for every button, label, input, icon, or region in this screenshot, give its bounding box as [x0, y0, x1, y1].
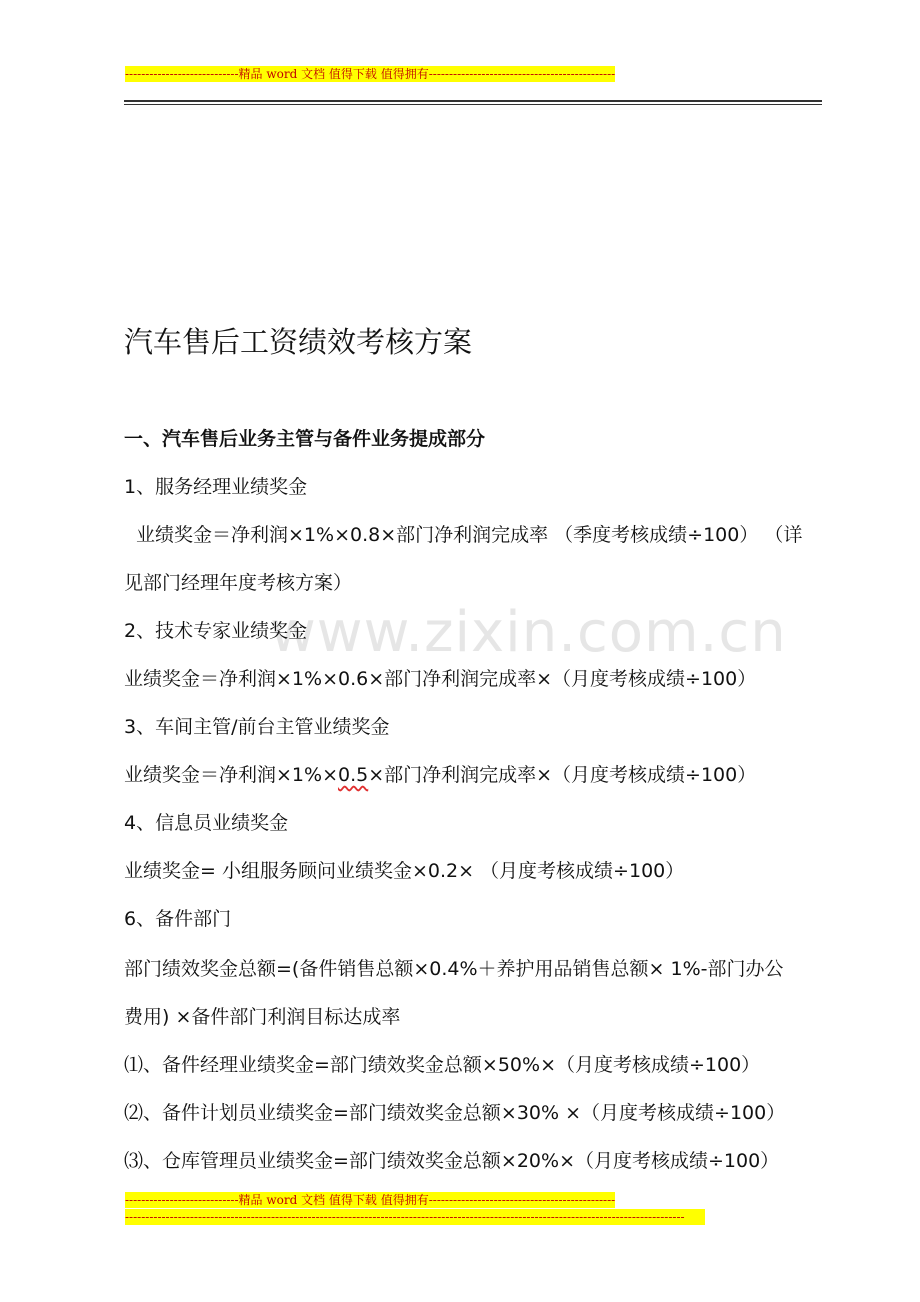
formula-6-line-2: 费用) ×备件部门利润目标达成率	[124, 1006, 401, 1028]
sub-item-2: ⑵、备件计划员业绩奖金=部门绩效奖金总额×30% ×（月度考核成绩÷100）	[124, 1102, 786, 1124]
header-rule	[124, 100, 822, 105]
formula-4: 业绩奖金= 小组服务顾问业绩奖金×0.2× （月度考核成绩÷100）	[124, 860, 685, 882]
sub-item-1: ⑴、备件经理业绩奖金=部门绩效奖金总额×50%×（月度考核成绩÷100）	[124, 1054, 761, 1076]
item-heading-3: 3、车间主管/前台主管业绩奖金	[124, 716, 390, 738]
formula-1-line-2: 见部门经理年度考核方案）	[124, 572, 353, 594]
formula-3-pre: 业绩奖金＝净利润×1%×	[124, 764, 338, 786]
item-heading-4: 4、信息员业绩奖金	[124, 812, 289, 834]
watermark: www.zixin.com.cn	[270, 600, 787, 665]
footer-banner: ----------------------------精品 word 文档 值得下载 值得拥有----------------------------------------------	[125, 1193, 616, 1207]
formula-3-post: ×部门净利润完成率×（月度考核成绩÷100）	[368, 764, 757, 786]
item-heading-1: 1、服务经理业绩奖金	[124, 476, 308, 498]
document-title: 汽车售后工资绩效考核方案	[124, 325, 473, 359]
item-heading-2: 2、技术专家业绩奖金	[124, 620, 308, 642]
item-heading-6: 6、备件部门	[124, 908, 232, 930]
spellcheck-marked-value: 0.5	[337, 764, 369, 786]
sub-item-3: ⑶、仓库管理员业绩奖金=部门绩效奖金总额×20%×（月度考核成绩÷100）	[124, 1150, 780, 1172]
formula-2: 业绩奖金＝净利润×1%×0.6×部门净利润完成率×（月度考核成绩÷100）	[124, 668, 757, 690]
formula-3	[124, 760, 756, 790]
footer-dashes: ------------------------------------------------------------------------------------------------------------------------------------------	[125, 1209, 705, 1225]
header-banner: ----------------------------精品 word 文档 值得下载 值得拥有----------------------------------------------	[125, 67, 616, 81]
formula-1-line-1: 业绩奖金＝净利润×1%×0.8×部门净利润完成率 （季度考核成绩÷100） （详	[136, 524, 803, 546]
formula-6-line-1: 部门绩效奖金总额=(备件销售总额×0.4%＋养护用品销售总额× 1%-部门办公	[124, 958, 784, 980]
section-heading-1: 一、汽车售后业务主管与备件业务提成部分	[124, 428, 486, 450]
